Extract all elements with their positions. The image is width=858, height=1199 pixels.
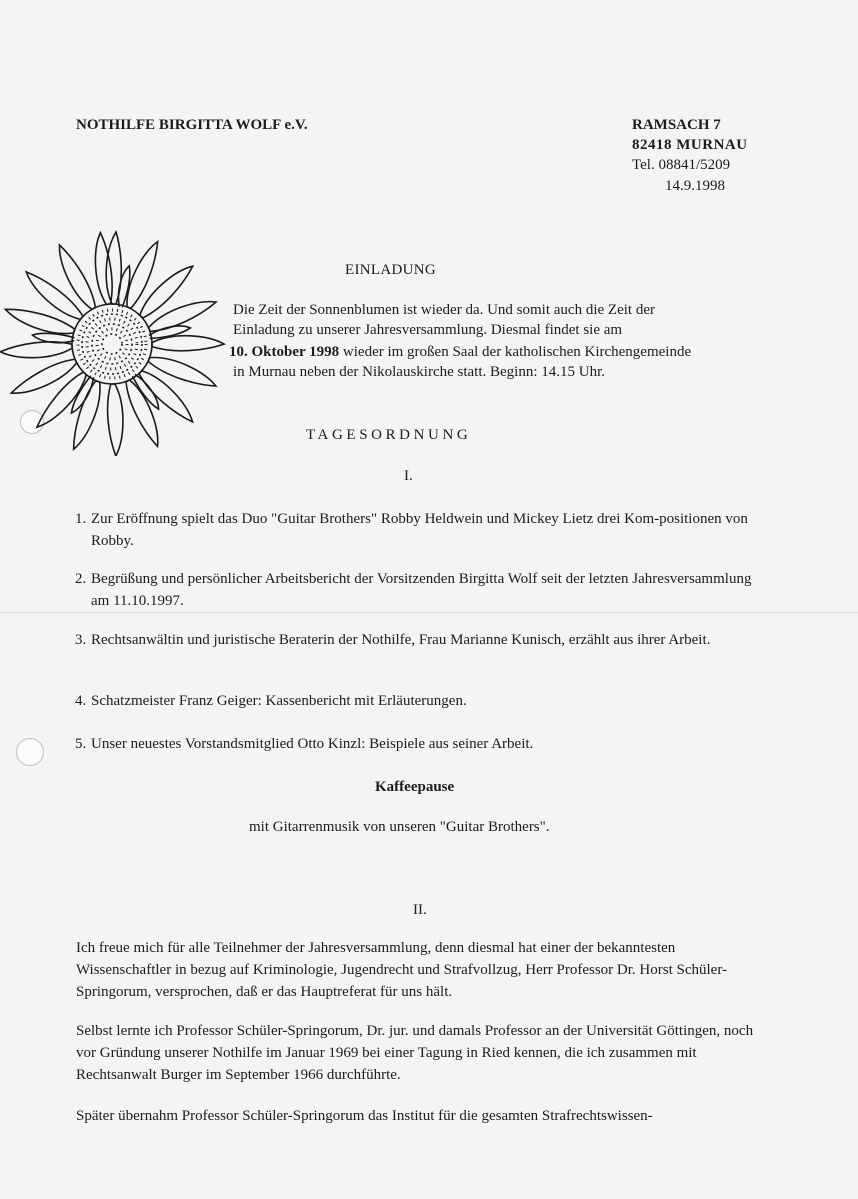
invitation-line: Die Zeit der Sonnenblumen ist wieder da. Und somit auch die Zeit der [233,302,655,318]
agenda-item-text: Unser neuestes Vorstandsmitglied Otto Kinzl: Beispiele aus seiner Arbeit. [91,736,534,752]
letter-date: 14.9.1998 [665,178,725,194]
body-paragraph: Später übernahm Professor Schüler-Springorum das Institut für die gesamten Strafrechtswissen- [76,1108,653,1124]
agenda-item [75,508,755,552]
paper-fold-line [0,612,858,613]
punch-hole-icon [16,738,44,766]
org-name: NOTHILFE BIRGITTA WOLF e.V. [76,117,308,133]
phone-number: Tel. 08841/5209 [632,157,731,173]
agenda-item [75,629,755,651]
address-street: RAMSACH 7 [632,117,721,133]
section-two-heading: II. [413,902,427,918]
invitation-line: in Murnau neben der Nikolauskirche statt. Beginn: 14.15 Uhr. [233,364,606,380]
agenda-item-text: Zur Eröffnung spielt das Duo "Guitar Brothers" Robby Heldwein und Mickey Lietz drei Kom-positionen von Robby. [91,511,748,549]
invitation-title: EINLADUNG [345,262,437,278]
agenda-item [75,733,755,755]
agenda-item-number: 2. [75,571,87,587]
agenda-item-number: 5. [75,736,87,752]
agenda-item-text: Schatzmeister Franz Geiger: Kassenbericht mit Erläuterungen. [91,693,467,709]
agenda-item [75,568,755,612]
meeting-date: 10. Oktober 1998 [229,344,340,360]
sunflower-drawing-icon [0,228,226,456]
agenda-item-number: 3. [75,632,87,648]
break-text: mit Gitarrenmusik von unseren "Guitar Brothers". [249,819,550,835]
agenda-item-number: 1. [75,511,87,527]
body-paragraph: Selbst lernte ich Professor Schüler-Springorum, Dr. jur. und damals Professor an der Universität Göttingen, noch vor Gründung unserer Nothilfe im Januar 1969 bei einer Tagung in Ried kennen, die ich zusammen mit Rechtsanwalt Burger im September 1966 durchführte. [76,1023,754,1083]
break-title: Kaffeepause [375,779,455,795]
agenda-item-number: 4. [75,693,87,709]
invitation-line-rest: wieder im großen Saal der katholischen Kirchengemeinde [339,344,692,360]
address-city: 82418 MURNAU [632,137,748,153]
body-paragraph: Ich freue mich für alle Teilnehmer der Jahresversammlung, denn diesmal hat einer der bekanntesten Wissenschaftler in bezug auf Kriminologie, Jugendrecht und Strafvollzug, Herr Professor Dr. Horst Schüler-Springorum, versprochen, daß er das Hauptreferat für uns hält. [76,940,728,1000]
section-one-heading: I. [404,468,413,484]
agenda-item-text: Rechtsanwältin und juristische Beraterin der Nothilfe, Frau Marianne Kunisch, erzählt aus ihrer Arbeit. [91,632,711,648]
agenda-title: TAGESORDNUNG [306,427,472,443]
agenda-item [75,690,755,712]
invitation-line: Einladung zu unserer Jahresversammlung. Diesmal findet sie am [233,322,623,338]
agenda-item-text: Begrüßung und persönlicher Arbeitsbericht der Vorsitzenden Birgitta Wolf seit der letzten Jahresversammlung am 11.10.1997. [91,571,752,609]
invitation-line [229,341,691,363]
